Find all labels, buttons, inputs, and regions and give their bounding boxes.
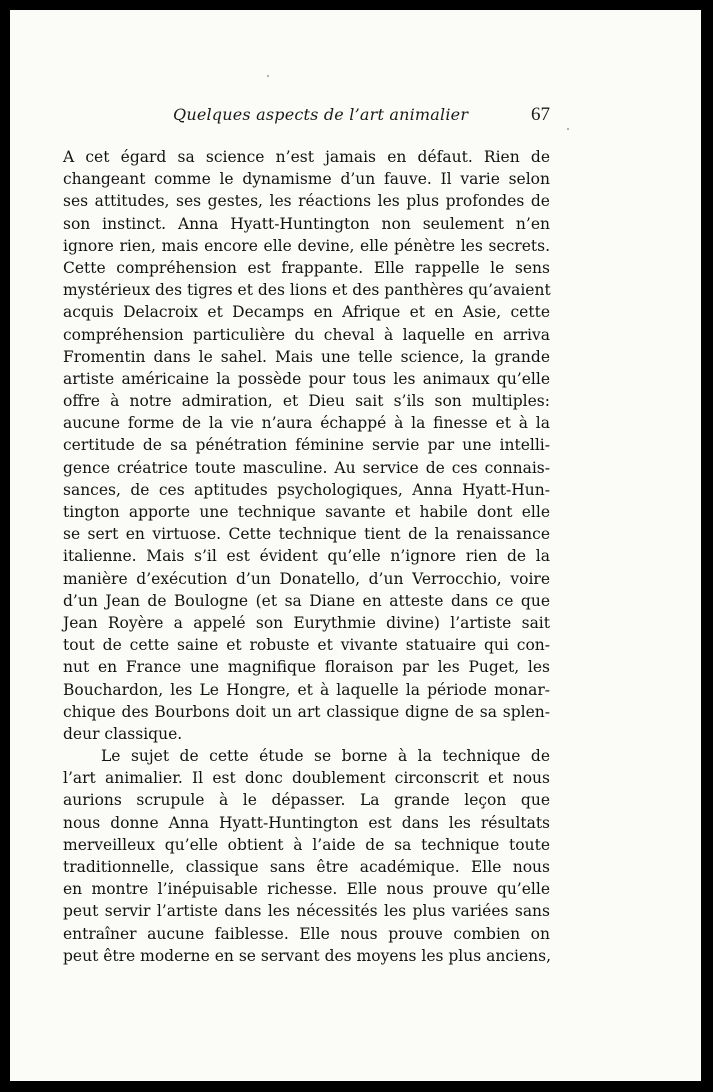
running-title: Quelques aspects de l’art animalier <box>173 105 469 124</box>
text-line: aurions scrupule à le dépasser. La grande leçon que <box>63 791 550 810</box>
text-line: offre à notre admiration, et Dieu sait s’ils son multiples: <box>63 392 550 411</box>
text-line: traditionnelle, classique sans être académique. Elle nous <box>63 858 550 876</box>
paper-speck <box>567 128 569 130</box>
text-line: italienne. Mais s’il est évident qu’elle n’ignore rien de la <box>63 547 550 566</box>
text-line: Jean Royère a appelé son Eurythmie divine) l’artiste sait <box>63 613 550 632</box>
text-line: entraîner aucune faiblesse. Elle nous prouve combien on <box>63 924 550 943</box>
book-page <box>10 10 701 1081</box>
text-line: en montre l’inépuisable richesse. Elle nous prouve qu’elle <box>63 880 550 899</box>
text-line: sances, de ces aptitudes psychologiques, Anna Hyatt-Hun- <box>63 480 550 499</box>
text-line: tington apporte une technique savante et habile dont elle <box>63 503 550 521</box>
text-line: aucune forme de la vie n’aura échappé à la finesse et à la <box>63 414 550 433</box>
text-line: acquis Delacroix et Decamps en Afrique et en Asie, cette <box>63 303 550 322</box>
paragraph-last-line: deur classique. <box>63 724 183 743</box>
body-text <box>63 146 550 967</box>
text-line: nous donne Anna Hyatt-Huntington est dans les résultats <box>63 813 550 832</box>
text-line: ses attitudes, ses gestes, les réactions les plus profondes de <box>63 192 550 211</box>
page-header <box>173 105 550 133</box>
text-line: d’un Jean de Boulogne (et sa Diane en atteste dans ce que <box>63 591 550 610</box>
paragraph-first-line: Le sujet de cette étude se borne à la technique de <box>101 747 550 766</box>
text-line: artiste américaine la possède pour tous les animaux qu’elle <box>63 369 550 388</box>
text-line: compréhension particulière du cheval à laquelle en arriva <box>63 325 550 344</box>
text-line: Fromentin dans le sahel. Mais une telle science, la grande <box>63 347 550 366</box>
text-line: peut être moderne en se servant des moyens les plus anciens, <box>63 946 552 965</box>
text-line: gence créatrice toute masculine. Au service de ces connais- <box>63 458 550 477</box>
text-line: son instinct. Anna Hyatt-Huntington non seulement n’en <box>63 214 550 233</box>
text-line: A cet égard sa science n’est jamais en défaut. Rien de <box>63 148 550 166</box>
text-line: se sert en virtuose. Cette technique tient de la renaissance <box>63 525 550 544</box>
text-line: Bouchardon, les Le Hongre, et à laquelle la période monar- <box>63 680 550 699</box>
text-line: nut en France une magnifique floraison par les Puget, les <box>63 658 550 677</box>
text-line: peut servir l’artiste dans les nécessités les plus variées sans <box>63 902 550 921</box>
text-line: Cette compréhension est frappante. Elle rappelle le sens <box>63 258 550 277</box>
text-line: chique des Bourbons doit un art classique digne de sa splen- <box>63 702 550 721</box>
text-line: ignore rien, mais encore elle devine, elle pénètre les secrets. <box>63 236 550 255</box>
text-line: manière d’exécution d’un Donatello, d’un Verrocchio, voire <box>63 569 550 588</box>
text-line: merveilleux qu’elle obtient à l’aide de sa technique toute <box>63 835 550 854</box>
paper-speck <box>267 75 269 77</box>
text-line: mystérieux des tigres et des lions et des panthères qu’avaient <box>63 281 551 300</box>
text-line: l’art animalier. Il est donc doublement circonscrit et nous <box>63 769 550 788</box>
page-number: 67 <box>531 104 550 125</box>
text-line: tout de cette saine et robuste et vivante statuaire qui con- <box>63 636 550 655</box>
text-line: certitude de sa pénétration féminine servie par une intelli- <box>63 436 550 455</box>
text-line: changeant comme le dynamisme d’un fauve. Il varie selon <box>63 170 550 189</box>
